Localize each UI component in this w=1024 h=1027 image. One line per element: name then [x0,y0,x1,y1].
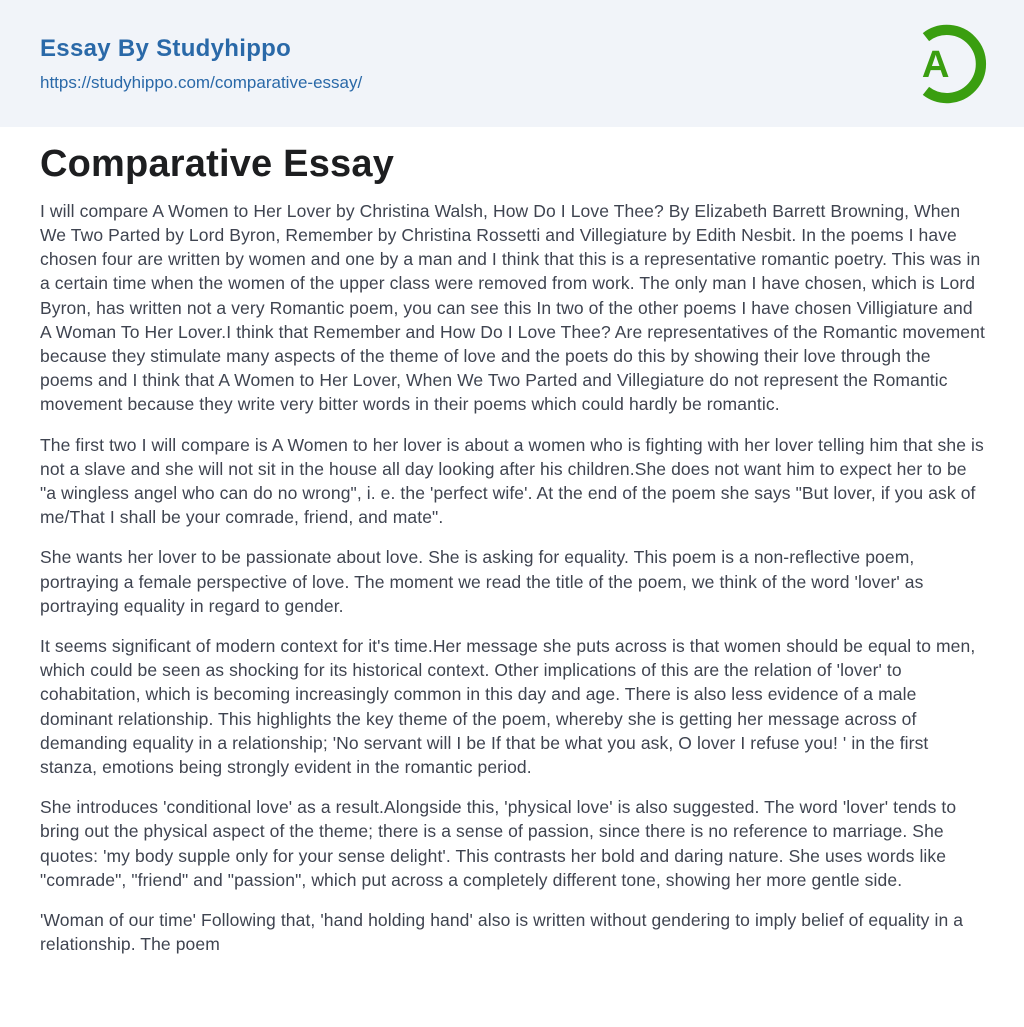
essay-title: Comparative Essay [40,143,395,185]
logo-letter: A [921,42,950,86]
essay-content [0,144,1024,956]
essay-paragraph: The first two I will compare is A Women to her lover is about a women who is fighting with her lover telling him that she is not a slave and she will not sit in the house all day looking after his children.She does not want him to expect her to be "a wingless angel who can do no wrong", i. e. the 'perfect wife'. At the end of the poem she says "But lover, if you ask of me/That I shall be your comrade, friend, and mate". [40,434,984,528]
page-header [0,0,1024,127]
essay-paragraph: I will compare A Women to Her Lover by Christina Walsh, How Do I Love Thee? By Elizabeth Barrett Browning, When We Two Parted by Lord Byron, Remember by Christina Rossetti and Villegiature by Edith Nesbit. In the poems I have chosen four are written by women and one by a man and I think that this is a representative romantic poetry. This was in a certain time when the women of the upper class were removed from work. The only man I have chosen, which is Lord Byron, has written not a very Romantic poem, you can see this In two of the other poems I have chosen Villigiature and A Woman To Her Lover.I think that Remember and How Do I Love Thee? Are representatives of the Romantic movement because they stimulate many aspects of the theme of love and the poets do this by showing their love through the poems and I think that A Women to Her Lover, When We Two Parted and Villegiature do not represent the Romantic movement because they write very bitter words in their poems which could hardly be romantic. [40,200,985,415]
essay-paragraph: She introduces 'conditional love' as a result.Alongside this, 'physical love' is also suggested. The word 'lover' tends to bring out the physical aspect of the theme; there is a sense of passion, since there is no reference to marriage. She quotes: 'my body supple only for your sense delight'. This contrasts her bold and daring nature. She uses words like "comrade", "friend" and "passion", which put across a completely different tone, showing her more gentle side. [40,797,957,890]
essay-paragraph: She wants her lover to be passionate about love. She is asking for equality. This poem is a non-reflective poem, portraying a female perspective of love. The moment we read the title of the poem, we think of the word 'lover' as portraying equality in regard to gender. [40,547,924,616]
page-url-link[interactable]: https://studyhippo.com/comparative-essay/ [40,72,363,92]
essay-paragraph: It seems significant of modern context for it's time.Her message she puts across is that women should be equal to men, which could be seen as shocking for its historical context. Other implications of this are the relation of 'lover' to cohabitation, which is becoming increasingly common in this day and age. There is also less evidence of a male dominant relationship. This highlights the key theme of the poem, whereby she is getting her message across of demanding equality in a relationship; 'No servant will I be If that be what you ask, O lover I refuse you! ' in the first stanza, emotions being strongly evident in the romantic period. [40,636,976,778]
site-title: Essay By Studyhippo [40,34,292,62]
studyhippo-logo-icon [904,22,988,106]
essay-paragraph: 'Woman of our time' Following that, 'hand holding hand' also is written without gendering to imply belief of equality in a relationship. The poem [40,910,964,955]
essay-body [40,199,986,957]
header-text-block [40,34,363,92]
